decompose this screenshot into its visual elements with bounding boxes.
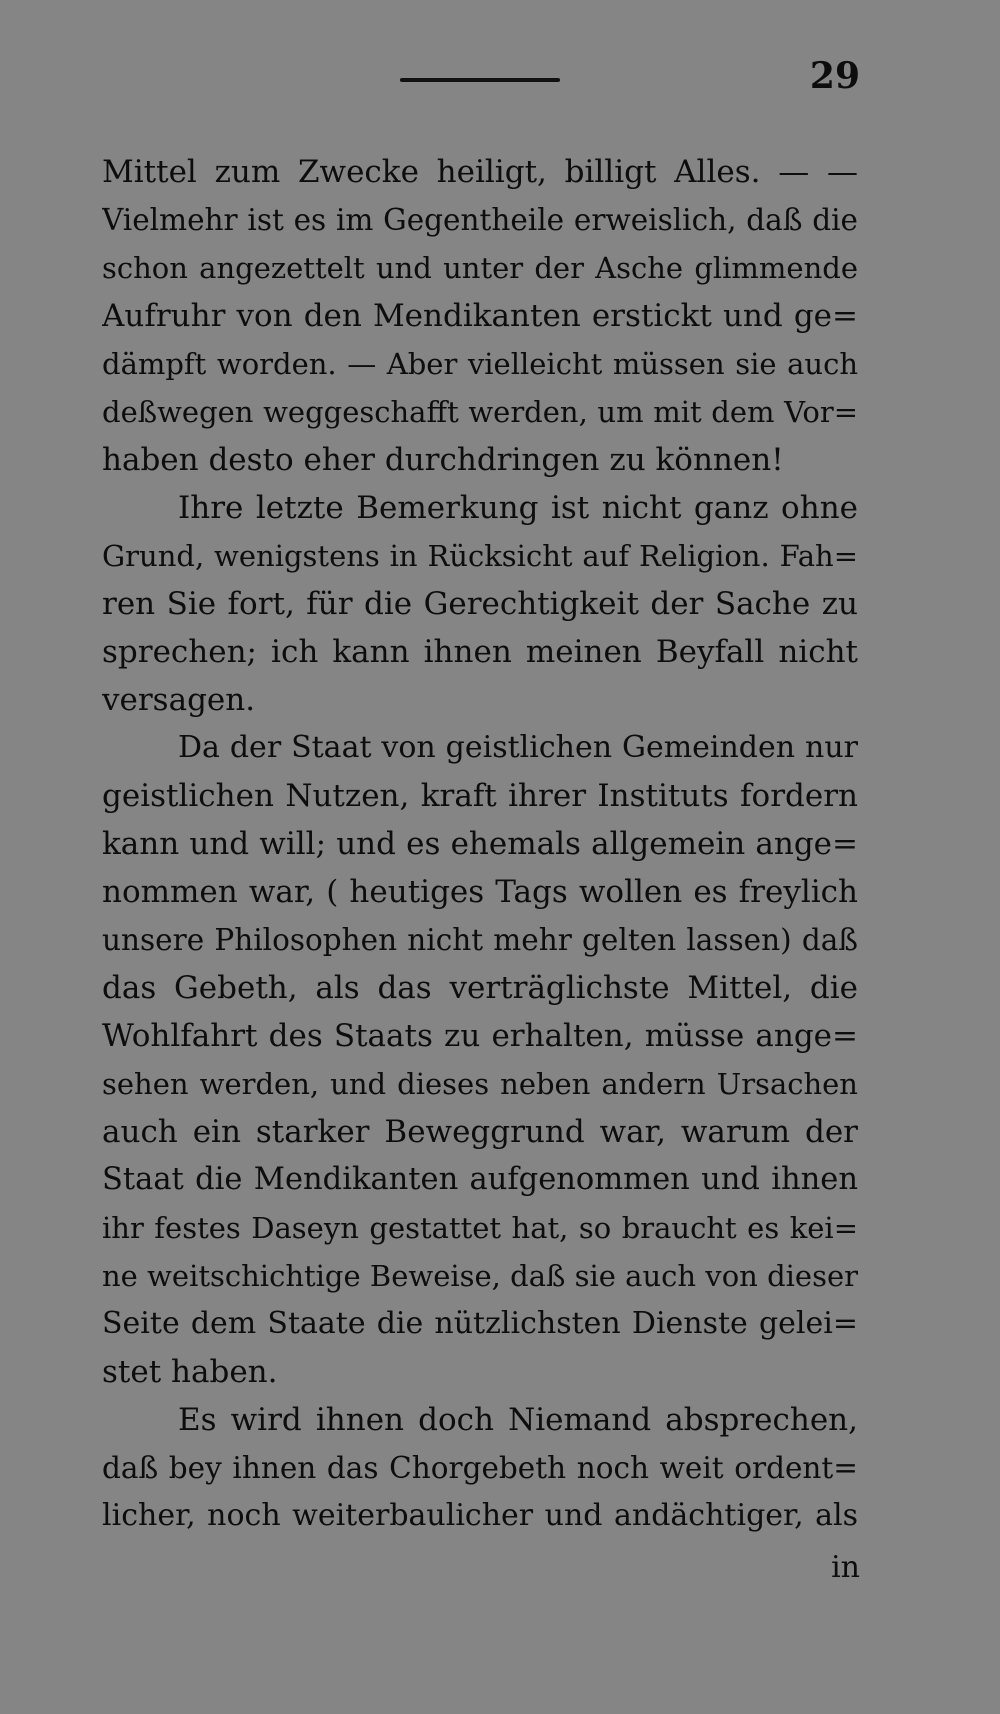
text-line: ren Sie fort, für die Gerechtigkeit der Sache zu [102, 586, 858, 622]
text-line: Aufruhr von den Mendikanten erstickt und ge= [102, 298, 858, 334]
text-line: geistlichen Nutzen, kraft ihrer Instituts fordern [102, 778, 858, 814]
text-line: Seite dem Staate die nützlichsten Dienste gelei= [102, 1306, 858, 1341]
page-number: 29 [809, 55, 860, 97]
text-line: ihr festes Daseyn gestattet hat, so braucht es kei= [102, 1211, 858, 1245]
text-line: versagen. [102, 682, 256, 718]
text-line: nommen war, ( heutiges Tags wollen es freylich [102, 874, 858, 910]
text-line: deßwegen weggeschafft werden, um mit dem Vor= [102, 395, 858, 429]
text-line: sehen werden, und dieses neben andern Ursachen [102, 1067, 858, 1101]
text-line: licher, noch weiterbaulicher und andächtiger, als [102, 1498, 858, 1533]
text-line: Mittel zum Zwecke heiligt, billigt Alles. — — [102, 154, 858, 190]
text-line: Ihre letzte Bemerkung ist nicht ganz ohne [178, 490, 858, 526]
text-line: ne weitschichtige Beweise, daß sie auch von dieser [102, 1259, 858, 1293]
text-body [102, 148, 858, 1540]
text-line: unsere Philosophen nicht mehr gelten lassen) daß [102, 923, 858, 957]
text-line: sprechen; ich kann ihnen meinen Beyfall nicht [102, 634, 858, 670]
text-line: Es wird ihnen doch Niemand absprechen, [178, 1402, 858, 1438]
text-line: Da der Staat von geistlichen Gemeinden nur [178, 730, 858, 765]
text-line: Wohlfahrt des Staats zu erhalten, müsse ange= [102, 1018, 858, 1054]
text-line: Vielmehr ist es im Gegentheile erweislich, daß die [102, 203, 858, 237]
header-rule [400, 78, 560, 82]
text-line: schon angezettelt und unter der Asche glimmende [102, 251, 858, 285]
text-line: stet haben. [102, 1354, 278, 1390]
text-line: auch ein starker Beweggrund war, warum der [102, 1114, 858, 1150]
text-line: Grund, wenigstens in Rücksicht auf Religion. Fah= [102, 539, 858, 573]
text-line: haben desto eher durchdringen zu können! [102, 442, 784, 478]
catchword: in [831, 1550, 860, 1585]
text-line: daß bey ihnen das Chorgebeth noch weit ordent= [102, 1451, 858, 1485]
text-line: Staat die Mendikanten aufgenommen und ihnen [102, 1162, 858, 1197]
text-line: das Gebeth, als das verträglichste Mittel, die [102, 970, 858, 1006]
text-line: dämpft worden. — Aber vielleicht müssen sie auch [102, 347, 858, 381]
text-line: kann und will; und es ehemals allgemein ange= [102, 826, 858, 862]
